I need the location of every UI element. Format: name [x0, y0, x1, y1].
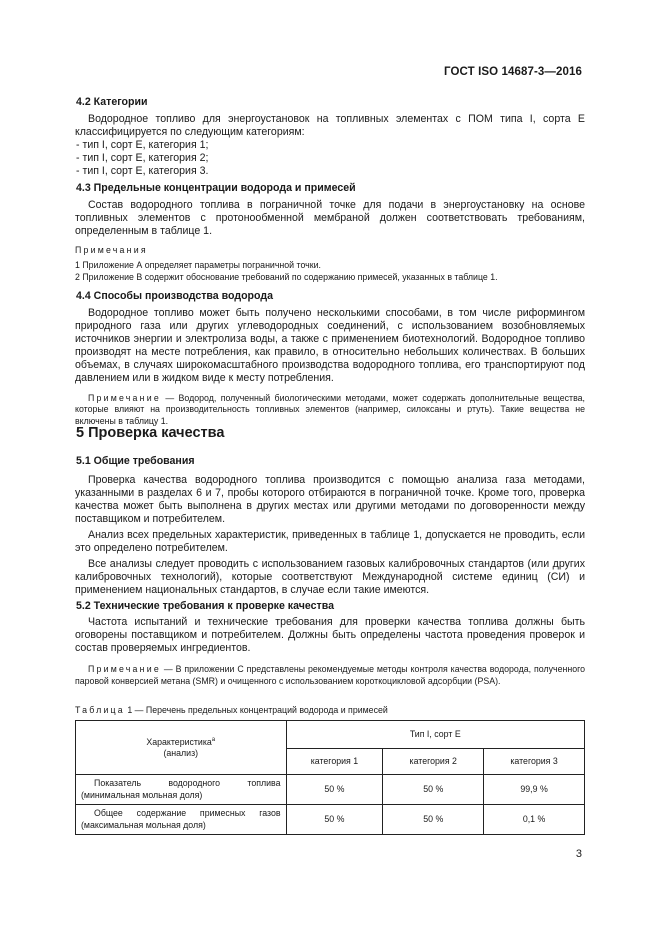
category-item-1: - тип I, сорт Е, категория 1;	[76, 139, 209, 151]
section-4-4-paragraph: Водородное топливо может быть получено несколькими способами, в том числе риформингом природного газа или других углеводородных соединений, с использованием возобновляемых источников энергии и электролиза воды, а также с применением биотехнологий. Водородное топливо производят на месте потребления, как правило, в относительно небольших количествах. В больших объемах, в случаях широкомасштабного производства водородного топлива, его транспортируют под давлением или в жидком виде к месту потребления.	[75, 306, 585, 384]
table-1	[75, 720, 585, 835]
table-cell-name: Показатель водородного топлива (минимальная мольная доля)	[76, 775, 287, 805]
note-2: 2 Приложение В содержит обоснование требований по содержанию примесей, указанных в таблице 1.	[75, 272, 498, 282]
section-5-1-paragraph-1: Проверка качества водородного топлива производится с помощью анализа газа методами, указанными в разделах 6 и 7, пробы которого отбираются в пограничной точке. Кроме того, проверка качества может быть выполнена в других местах или другими методами по договоренности между поставщиком и потребителем.	[75, 474, 585, 525]
table-cell-value: 99,9 %	[484, 775, 585, 805]
note-1: 1 Приложение А определяет параметры пограничной точки.	[75, 259, 321, 270]
page-number: 3	[575, 848, 582, 860]
section-4-4-note: Примечание — Водород, полученный биологическими методами, может содержать дополнительные вещества, которые влияют на производительность топливных элементов (например, силоксаны и ртуть). Такие вещества не включены в таблицу 1.	[75, 392, 585, 426]
table-caption: Таблица 1 — Перечень предельных концентраций водорода и примесей	[75, 705, 388, 715]
table-header-category-1: категория 1	[286, 749, 383, 775]
table-cell-value: 50 %	[286, 775, 383, 805]
section-4-2-title: 4.2 Категории	[76, 96, 148, 108]
table-cell-value: 50 %	[383, 805, 484, 835]
section-5-1-title: 5.1 Общие требования	[76, 455, 195, 467]
section-5-block	[75, 427, 585, 687]
document-code-header: ГОСТ ISO 14687-3—2016	[444, 66, 582, 78]
table-cell-value: 50 %	[286, 805, 383, 835]
table-cell-value: 50 %	[383, 775, 484, 805]
section-4-block	[75, 96, 585, 427]
table-row	[76, 805, 585, 835]
table-row	[76, 775, 585, 805]
section-4-3-paragraph: Состав водородного топлива в пограничной точке для подачи в энергоустановку на основе топливных элементов с протонообменной мембраной должен соответствовать требованиям, определенным в таблице 1.	[75, 199, 585, 237]
section-5-1-paragraph-3: Все анализы следует проводить с использованием газовых калибровочных стандартов (или других калибровочных технологий), которые соответствуют Международной системе единиц (СИ) и применением национальных стандартов, в случае если такие имеются.	[75, 558, 585, 596]
section-5-1-paragraph-2: Анализ всех предельных характеристик, приведенных в таблице 1, допускается не проводить, если это определено потребителем.	[75, 529, 585, 554]
table-header-characteristic: Характеристика$^a$ (анализ)	[76, 721, 287, 775]
category-item-2: - тип I, сорт Е, категория 2;	[76, 152, 209, 164]
section-5-2-title: 5.2 Технические требования к проверке качества	[76, 600, 334, 612]
table-header-type: Тип I, сорт Е	[286, 721, 584, 749]
table-header-category-3: категория 3	[484, 749, 585, 775]
table-cell-value: 0,1 %	[484, 805, 585, 835]
section-5-2-note: Примечание — В приложении С представлены рекомендуемые методы контроля качества водорода, полученного паровой конверсией метана (SMR) и очищенного с использованием короткоцикловой адсорбции (PSA).	[75, 664, 585, 686]
section-4-4-title: 4.4 Способы производства водорода	[76, 289, 273, 302]
section-5-2-paragraph-1: Частота испытаний и технические требования для проверки качества топлива должны быть оговорены поставщиком и потребителем. Должны быть определены частота проведения проверок и состав проверяемых ингредиентов.	[75, 616, 585, 654]
notes-label: Примечания	[75, 245, 148, 255]
section-4-2-intro: Водородное топливо для энергоустановок на топливных элементах с ПОМ типа I, сорта Е классифицируется по следующим категориям:	[75, 113, 585, 138]
table-header-category-2: категория 2	[383, 749, 484, 775]
section-4-3-title: 4.3 Предельные концентрации водорода и примесей	[76, 182, 356, 194]
category-item-3: - тип I, сорт Е, категория 3.	[76, 165, 209, 177]
table-cell-name: Общее содержание примесных газов (максимальная мольная доля)	[76, 805, 287, 835]
section-5-title: 5 Проверка качества	[76, 425, 225, 441]
